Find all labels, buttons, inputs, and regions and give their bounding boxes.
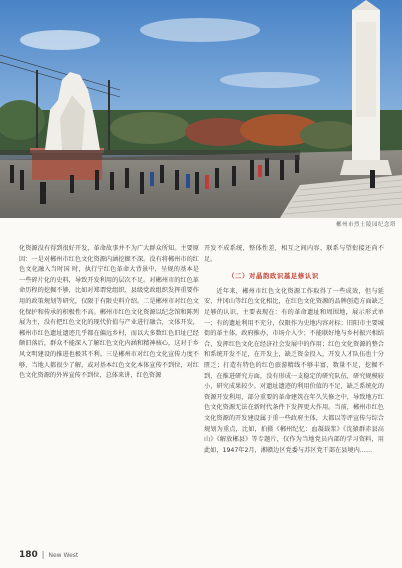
page-footer: 180 | New West: [19, 550, 79, 560]
magazine-name: New West: [48, 552, 79, 559]
memorial-photo: [0, 0, 402, 218]
left-column: [19, 244, 199, 382]
right-paragraph-top: 开发不成系统，整体性差，相互之间内容、联系与望衔接还尚不足。: [204, 245, 384, 263]
section-heading: （二）对晶韵政识基足修认识: [228, 272, 319, 281]
page-number: 180: [19, 550, 38, 560]
right-column: [204, 244, 384, 456]
photo-caption: 郴州市烈士陵园纪念塔: [335, 222, 396, 228]
left-paragraph: 化资源没有得到很好开发，革命故事并不为广大群众所知。主要原因：一是对郴州市红色文化资源内涵挖掘不深。没有将郴州市的红色文化融入当时国 时，执行宁红色革命大背景中，呈规的基本是一些碎片化的史料，导致开发利用的层次不足。对郴州市的红色革命历程的挖掘不够，比如对郑谓党组织、县级党政组织发挥重要作用的政策规划等研究，仅限于有限史料介绍。二是郴州市对红色文化保护和传承的积极性不高。郴州市红色文化资源以纪念馆和陈列展为主，没有把红色文化的现代价值与产业进行融合，文体开发，郴州市红色遗址遗迹几乎都在偏远乡村，而以大多数红色旧址已经颇旧落后，群众不能深入了解红色文化内涵和精神核心，这对于乡风文明建设的推进也极其不利。三是郴州市对红色文化宣传力度不够，当地人都很少了解，或对基本红色文化本体宣传不到位，对红色文化资源的外界宣传不到位，总体来讲，红色资源: [19, 245, 199, 380]
right-paragraph: 近年来，郴州市红色文化资源工作取得了一些成效，但与延安、井冈山等红色文化相比，在红色文化资源的品牌创造方面缺乏足够的认识，主要表现在：有的革命遗址和周围地，展示形式单一；有的遗址利用不充分，仅限作为史地内容对标；旧阳市主要城街的革主体，政府推办，市场介入少；不能联好地与乡村振兴相结合，发挥红色文化在经济社会发展中的作用；红色文化资源的整合和系统开发不足，在开发上，缺乏资金投入，开发人才队伍也十分匮乏；打造有特色的红色旅游精线不够丰富，数量不足，挖掘不到，在推进研究方面，没有形成一支稳定的研究队伍，研究规模较小，研究成果较少。对遗址遗迹的利用价值的不足，缺乏系统化的资源开发利用，部分重要的革命建筑在年久失修之中，导致地方红色文化资源无法在新时代条件下发挥更大作用。当前，郴州市红色文化资源的开发建设属于重一些政府主体，大都以等评宣传与综合规划为重点，比如，拍摄《郴州纪忆：血凝载浆》《沈猿群赤县高山》《解放郴县》等专题片，仅作为当地党员内部的学习资料，用此如，1947年2月，湘赣边区党委与苏区党干部在县境内……: [204, 287, 384, 454]
